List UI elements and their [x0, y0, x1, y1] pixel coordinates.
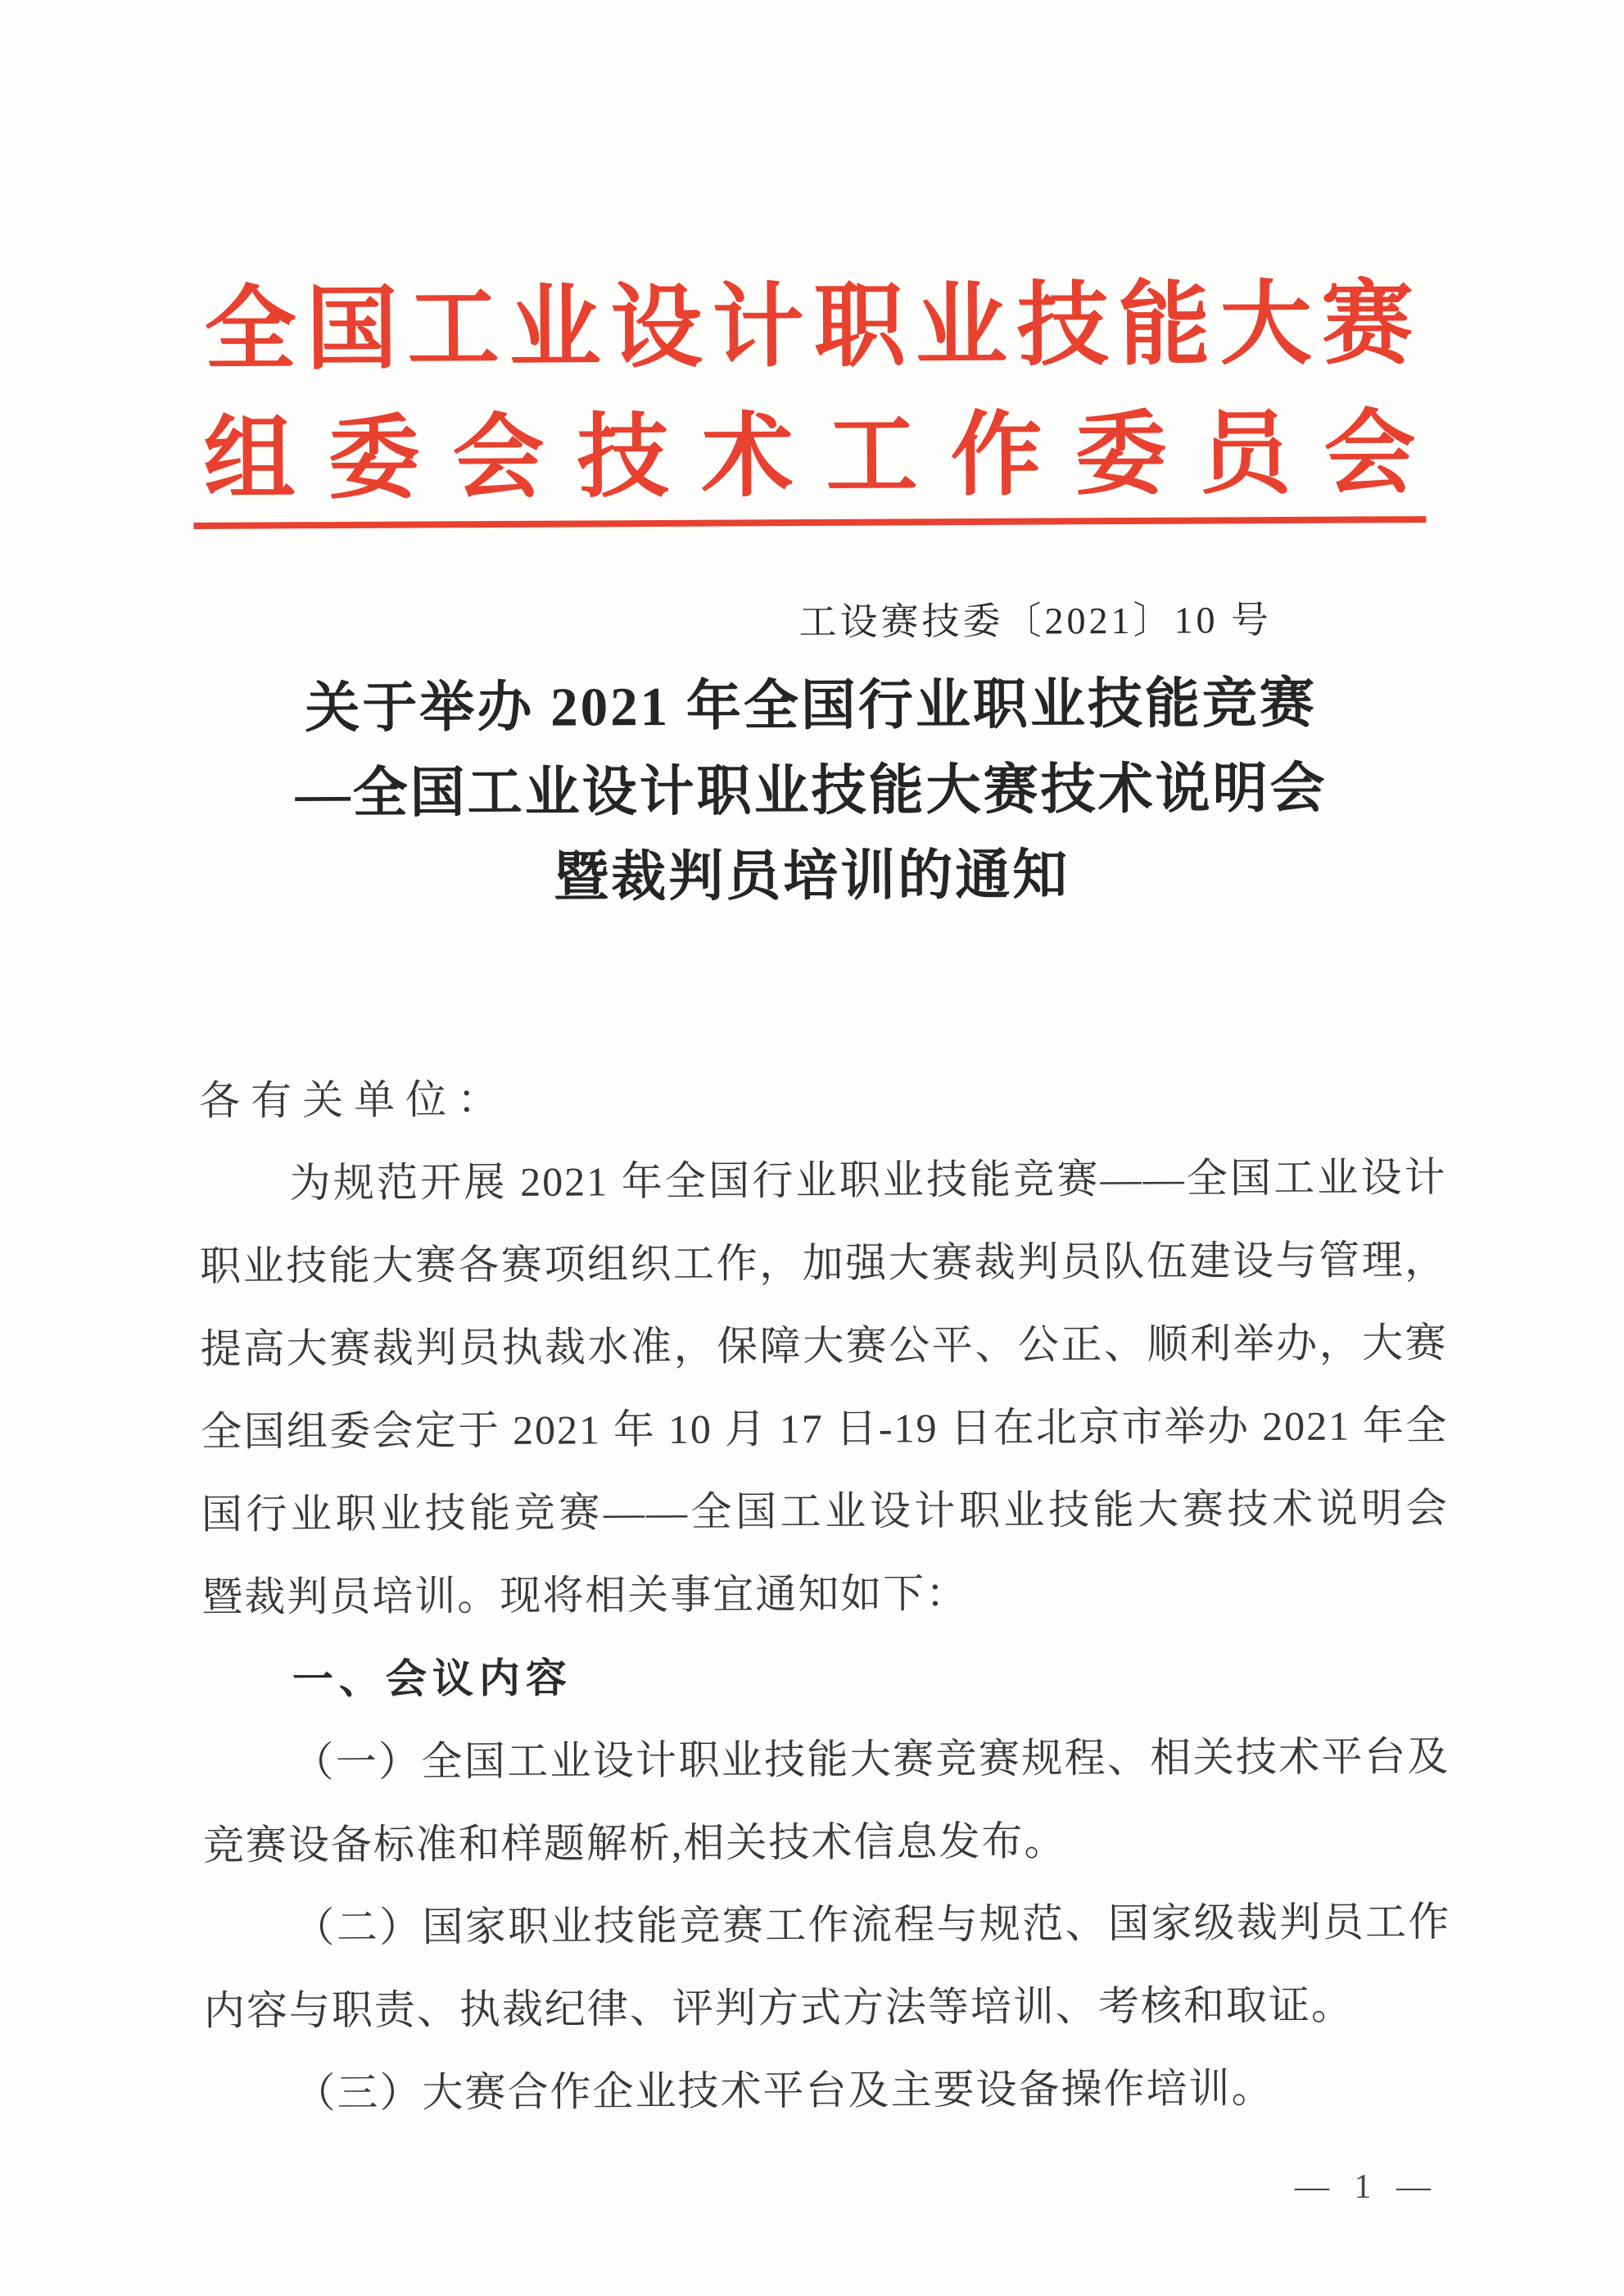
body-line: （二）国家职业技能竞赛工作流程与规范、国家级裁判员工作: [293, 1898, 1451, 1951]
body-line: （一）全国工业设计职业技能大赛竞赛规程、相关技术平台及: [292, 1732, 1450, 1786]
doc-number: 工设赛技委〔2021〕10 号: [798, 599, 1273, 644]
body-line: 提高大赛裁判员执裁水准，保障大赛公平、公正、顺利举办，大赛: [200, 1319, 1448, 1372]
letterhead: [0, 266, 1622, 530]
body-line: 职业技能大赛各赛项组织工作，加强大赛裁判员队伍建设与管理，: [200, 1236, 1448, 1289]
document-body: [1, 1053, 1624, 2136]
body-line: 暨裁判员培训。现将相关事宜通知如下：: [201, 1570, 969, 1620]
body-line: 竞赛设备标准和样题解析,相关技术信息发布。: [202, 1818, 1067, 1868]
letterhead-rule: [193, 516, 1426, 529]
body-line: 内容与职责、执裁纪律、评判方式方法等培训、考核和取证。: [203, 1981, 1355, 2034]
title-line-1: 关于举办 2021 年全国行业职业技能竞赛: [305, 672, 1318, 740]
section-heading: 一、会议内容: [292, 1655, 572, 1703]
letterhead-line1: 全国工业设计职业技能大赛: [204, 274, 1424, 382]
title-line-2: —全国工业设计职业技能大赛技术说明会: [295, 758, 1328, 825]
body-line: （三）大赛合作企业技术平台及主要设备操作培训。: [294, 2065, 1274, 2117]
body-line: 全国组委会定于 2021 年 10 月 17 日-19 日在北京市举办 2021 年全: [201, 1402, 1449, 1455]
salutation: 各有关单位：: [199, 1076, 509, 1124]
letterhead-line2: 组委会技术工作委员会: [203, 402, 1449, 511]
body-line: 为规范开展 2021 年全国行业职业技能竞赛——全国工业设计: [289, 1153, 1447, 1207]
title-line-3: 暨裁判员培训的通知: [554, 845, 1070, 908]
body-line: 国行业职业技能竞赛——全国工业设计职业技能大赛技术说明会: [201, 1484, 1449, 1537]
document-title: [0, 659, 1624, 923]
page-number: — 1 —: [1295, 2168, 1439, 2206]
